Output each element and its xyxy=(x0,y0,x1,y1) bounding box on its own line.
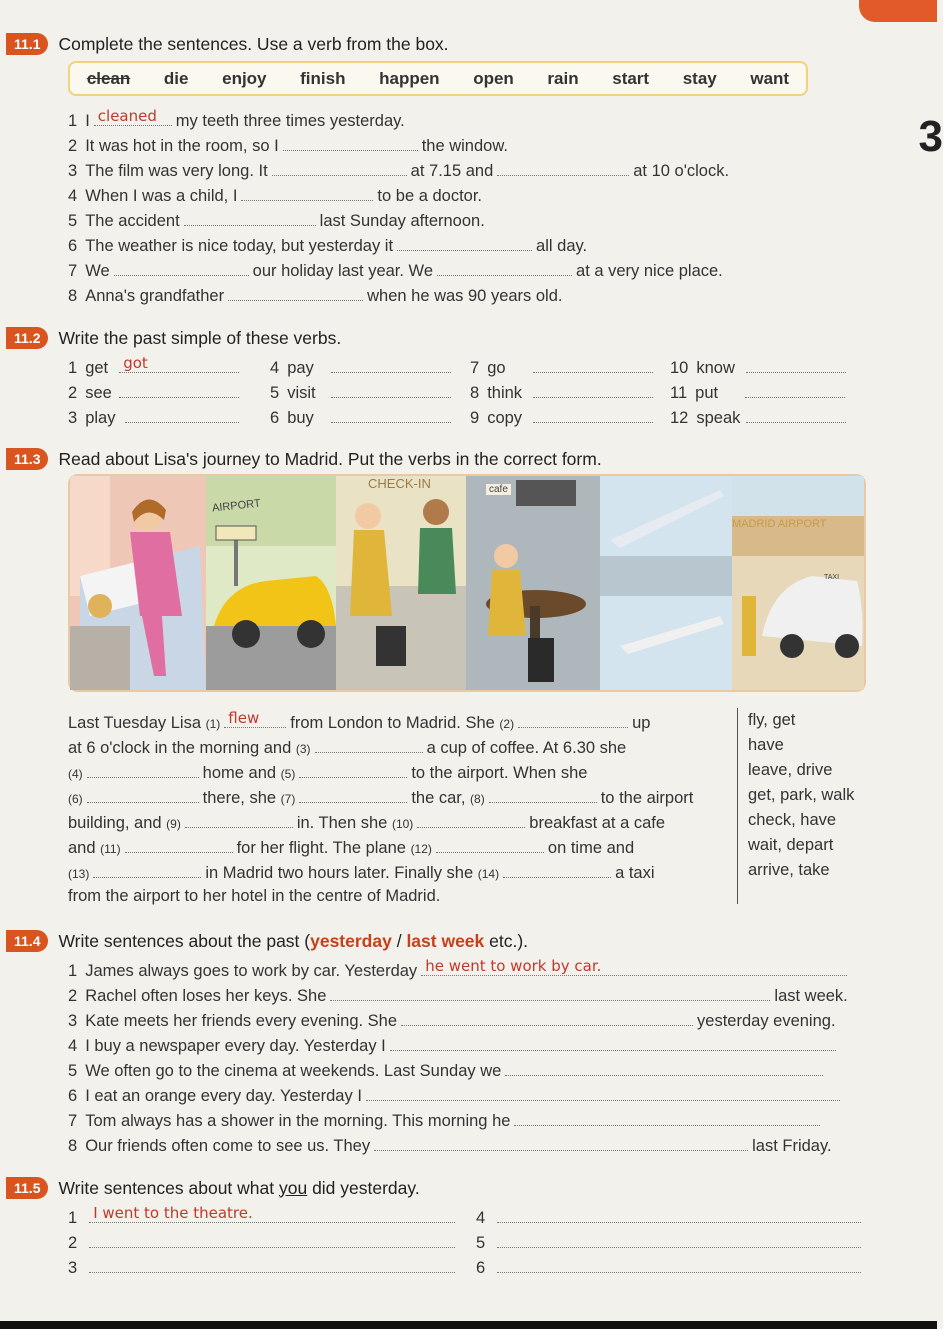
s5-line-6: 6 xyxy=(476,1257,865,1278)
s1-line-6: 6 The weather is nice today, but yesterday it all day. xyxy=(68,237,588,255)
word-rain: rain xyxy=(547,68,579,88)
story-line-1: Last Tuesday Lisa (1) flew from London to Madrid. She (2) up xyxy=(68,709,651,732)
section-11-3-header xyxy=(6,448,602,470)
verb-item: 2 see xyxy=(68,382,243,403)
s4-line-5: 5 We often go to the cinema at weekends. Last Sunday we xyxy=(68,1060,827,1081)
verb-item: 8 think xyxy=(470,382,657,403)
story-line-6: and (11) for her flight. The plane (12) on time and xyxy=(68,839,635,857)
story-line-4: (6) there, she (7) the car, (8) to the airport xyxy=(68,789,694,807)
story-line-8: from the airport to her hotel in the centre of Madrid. xyxy=(68,887,441,905)
s1-line-8: 8 Anna's grandfather when he was 90 years old. xyxy=(68,287,563,305)
s4-line-3: 3 Kate meets her friends every evening. She yesterday evening. xyxy=(68,1012,836,1030)
exercise-instruction: Write sentences about what you did yesterday. xyxy=(58,1177,420,1198)
s5-line-3: 3 xyxy=(68,1257,459,1278)
answer-blank[interactable] xyxy=(437,260,572,276)
exercise-instruction: Read about Lisa's journey to Madrid. Put the verbs in the correct form. xyxy=(58,448,602,469)
s4-line-1: 1 James always goes to work by car. Yesterday he went to work by car. xyxy=(68,960,851,981)
word-clean: clean xyxy=(86,68,131,88)
word-happen: happen xyxy=(379,68,440,88)
s1-line-3: 3 The film was very long. It at 7.15 and at 10 o'clock. xyxy=(68,162,730,180)
verb-item: 11 put xyxy=(670,382,849,403)
taxi-sign: TAXI xyxy=(824,574,840,581)
exercise-instruction: Complete the sentences. Use a verb from the box. xyxy=(58,33,449,54)
answer-blank[interactable]: cleaned xyxy=(94,110,172,126)
word-box xyxy=(68,61,808,96)
s4-line-2: 2 Rachel often loses her keys. She last week. xyxy=(68,987,848,1005)
s1-line-2: 2 It was hot in the room, so I the window. xyxy=(68,137,508,155)
answer-blank[interactable] xyxy=(114,260,249,276)
s4-line-7: 7 Tom always has a shower in the morning. This morning he xyxy=(68,1110,824,1131)
verb-item: 6 buy xyxy=(270,407,455,428)
checkin-sign: CHECK-IN xyxy=(368,476,431,491)
s5-line-4: 4 xyxy=(476,1207,865,1228)
word-finish: finish xyxy=(300,68,346,88)
section-11-1-header xyxy=(6,33,449,55)
edge-page-number: 3 xyxy=(918,112,943,161)
verb-item: 1 get got xyxy=(68,357,243,378)
verb-item: 9 copy xyxy=(470,407,657,428)
verb-item: 5 visit xyxy=(270,382,455,403)
word-stay: stay xyxy=(682,68,717,88)
exercise-badge: 11.5 xyxy=(6,1177,48,1199)
s1-line-1: 1 I cleaned my teeth three times yesterday. xyxy=(68,107,405,130)
panel-bedroom xyxy=(70,476,206,690)
story-line-2: at 6 o'clock in the morning and (3) a cup of coffee. At 6.30 she xyxy=(68,739,627,757)
verb-item: 10 know xyxy=(670,357,850,378)
s5-line-5: 5 xyxy=(476,1232,865,1253)
bottom-edge xyxy=(0,1321,937,1329)
verb-item: 4 pay xyxy=(270,357,455,378)
answer-blank[interactable] xyxy=(241,185,373,201)
verb-hints-column: fly, get have leave, drive get, park, walk check, have wait, depart arrive, take xyxy=(737,708,854,904)
s1-line-5: 5 The accident last Sunday afternoon. xyxy=(68,212,485,230)
exercise-badge: 11.3 xyxy=(6,448,48,470)
exercise-badge: 11.1 xyxy=(6,33,48,55)
panel-flight xyxy=(600,476,732,690)
word-enjoy: enjoy xyxy=(222,68,267,88)
story-line-7: (13) in Madrid two hours later. Finally she (14) a taxi xyxy=(68,864,655,882)
answer-blank[interactable] xyxy=(397,235,532,251)
exercise-instruction: Write sentences about the past (yesterday / last week etc.). xyxy=(58,930,529,951)
journey-illustration xyxy=(68,474,866,692)
s1-line-4: 4 When I was a child, I to be a doctor. xyxy=(68,187,482,205)
exercise-badge: 11.4 xyxy=(6,930,48,952)
panel-drive xyxy=(206,476,336,690)
airport-sign: AIRPORT xyxy=(211,497,262,515)
s5-line-1: 1 I went to the theatre. xyxy=(68,1207,459,1228)
section-11-2-header xyxy=(6,327,341,349)
panel-checkin xyxy=(336,476,466,690)
panel-madrid xyxy=(732,476,864,690)
corner-tab xyxy=(859,0,937,22)
s4-line-4: 4 I buy a newspaper every day. Yesterday I xyxy=(68,1035,840,1056)
answer-blank[interactable] xyxy=(228,285,363,301)
verb-item: 7 go xyxy=(470,357,657,378)
word-die: die xyxy=(163,68,189,88)
answer-blank[interactable] xyxy=(272,160,407,176)
s5-line-2: 2 xyxy=(68,1232,459,1253)
cafe-sign: cafe xyxy=(486,484,511,495)
exercise-badge: 11.2 xyxy=(6,327,48,349)
exercise-instruction: Write the past simple of these verbs. xyxy=(58,327,342,348)
section-11-5-header xyxy=(6,1177,420,1199)
answer-blank[interactable] xyxy=(497,160,629,176)
story-line-5: building, and (9) in. Then she (10) breakfast at a cafe xyxy=(68,814,666,832)
answer-blank[interactable] xyxy=(283,135,418,151)
s4-line-8: 8 Our friends often come to see us. They last Friday. xyxy=(68,1137,832,1155)
s4-line-6: 6 I eat an orange every day. Yesterday I xyxy=(68,1085,844,1106)
word-open: open xyxy=(473,68,514,88)
section-11-4-header xyxy=(6,930,528,952)
word-start: start xyxy=(612,68,650,88)
verb-item: 12 speak xyxy=(670,407,850,428)
answer-blank[interactable] xyxy=(184,210,316,226)
panel-cafe xyxy=(466,476,600,690)
bedroom-picture xyxy=(70,476,206,690)
story-line-3: (4) home and (5) to the airport. When she xyxy=(68,764,588,782)
verb-item: 3 play xyxy=(68,407,243,428)
s1-line-7: 7 We our holiday last year. We at a very nice place. xyxy=(68,262,723,280)
madrid-airport-sign: MADRID AIRPORT xyxy=(732,518,827,530)
word-want: want xyxy=(750,68,790,88)
